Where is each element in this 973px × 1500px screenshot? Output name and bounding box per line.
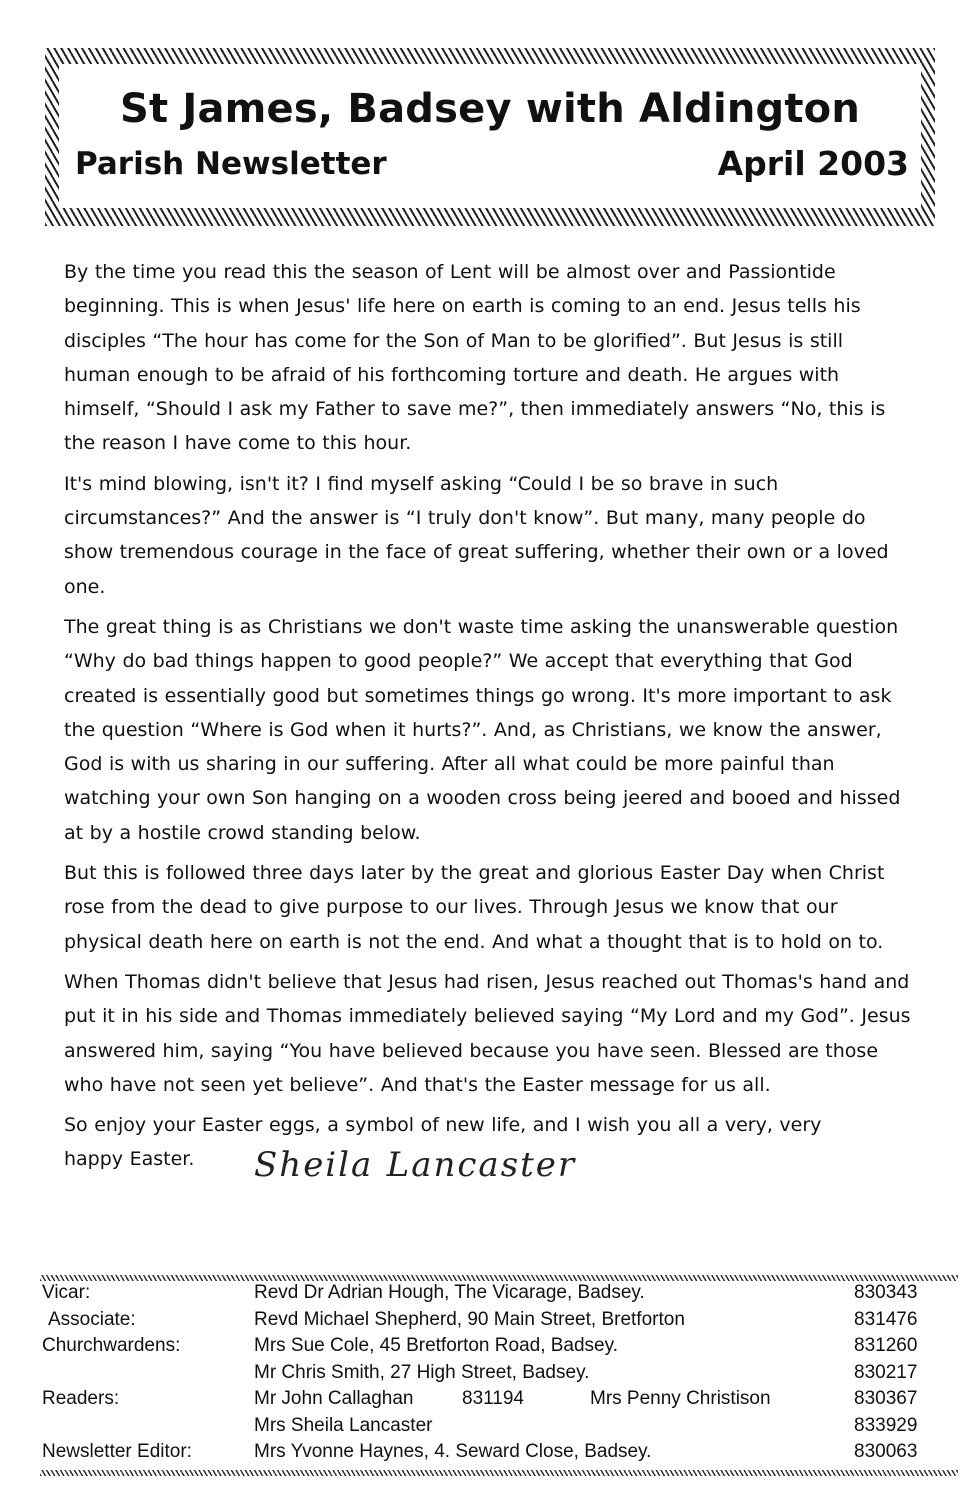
letter-paragraph: But this is followed three days later by the great and glorious Easter Day when Christ rose from the dead to give purpose to our lives. Through Jesus we know that our physical death here on earth is not the end. And what a thought that is to hold on to. xyxy=(64,862,885,953)
letter-body xyxy=(64,255,914,1186)
contact-row xyxy=(42,1388,942,1415)
signoff xyxy=(64,1142,914,1186)
contact-row xyxy=(42,1282,942,1309)
masthead-frame xyxy=(45,48,935,226)
divider-bottom xyxy=(40,1470,958,1476)
contact-name: Mrs Sue Cole, 45 Bretforton Road, Badsey. xyxy=(254,1335,618,1356)
contact-role: Associate: xyxy=(48,1308,136,1330)
newsletter-label: Parish Newsletter xyxy=(75,146,387,182)
letter-paragraph: So enjoy your Easter eggs, a symbol of new life, and I wish you all a very, very xyxy=(64,1114,822,1137)
contact-name: Mr Chris Smith, 27 High Street, Badsey. xyxy=(254,1361,590,1383)
contact-phone: 830217 xyxy=(854,1361,918,1383)
masthead xyxy=(59,64,921,208)
contact-role: Readers: xyxy=(42,1388,120,1409)
letter-paragraph: When Thomas didn't believe that Jesus had risen, Jesus reached out Thomas's hand and put it in his side and Thomas immediately believed saying “My Lord and my God”. Jesus answered him, saying “You have believed because you have seen. Blessed are those who have not seen yet believe”. And that's the Easter message for us all. xyxy=(64,970,911,1096)
contact-role: Newsletter Editor: xyxy=(42,1441,192,1462)
contact-phone: 833929 xyxy=(854,1414,918,1436)
contact-role: Churchwardens: xyxy=(42,1335,181,1356)
letter-paragraph: By the time you read this the season of Lent will be almost over and Passiontide beginning. This is when Jesus' life here on earth is coming to an end. Jesus tells his disciples “The hour has come for the Son of Man to be glorified”. But Jesus is still human enough to be afraid of his forthcoming torture and death. He argues with himself, “Should I ask my Father to save me?”, then immediately answers “No, this is the reason I have come to this hour. xyxy=(64,261,886,455)
contact-name: Revd Dr Adrian Hough, The Vicarage, Badsey. xyxy=(254,1282,645,1303)
handwritten-signature: Sheila Lancaster xyxy=(254,1145,577,1186)
letter-paragraph: The great thing is as Christians we don't waste time asking the unanswerable question “Why do bad things happen to good people?” We accept that everything that God created is essentially good but sometimes things go wrong. It's more important to ask the question “Where is God when it hurts?”. And, as Christians, we know the answer, God is with us sharing in our suffering. After all what could be more painful than watching your own Son hanging on a wooden cross being jeered and booed and hissed at by a hostile crowd standing below. xyxy=(64,615,901,844)
contact-role: Vicar: xyxy=(42,1282,91,1303)
divider-top xyxy=(40,1275,958,1281)
contact-phone: 830367 xyxy=(854,1388,918,1409)
contact-name: Mr John Callaghan xyxy=(254,1388,414,1409)
contact-name: Mrs Yvonne Haynes, 4. Seward Close, Badsey. xyxy=(254,1441,652,1462)
contact-name: Mrs Sheila Lancaster xyxy=(254,1414,433,1436)
contact-phone: 831260 xyxy=(854,1335,918,1356)
letter-paragraph: It's mind blowing, isn't it? I find myself asking “Could I be so brave in such circumstances?” And the answer is “I truly don't know”. But many, many people do show tremendous courage in the face of great suffering, whether their own or a loved one. xyxy=(64,472,889,598)
contact-name-secondary: Mrs Penny Christison xyxy=(590,1388,771,1409)
contact-row xyxy=(42,1441,942,1468)
contact-name: Revd Michael Shepherd, 90 Main Street, Bretforton xyxy=(254,1308,685,1330)
closing-text: happy Easter. xyxy=(64,1148,195,1171)
contact-row xyxy=(42,1415,942,1442)
contact-row xyxy=(42,1309,942,1336)
contact-phone: 830343 xyxy=(854,1282,918,1303)
contact-phone: 831476 xyxy=(854,1308,918,1330)
contact-phone-secondary: 831194 xyxy=(462,1388,524,1409)
contact-phone: 830063 xyxy=(854,1441,918,1462)
issue-date: April 2003 xyxy=(717,144,909,183)
parish-title: St James, Badsey with Aldington xyxy=(119,86,861,132)
contact-row xyxy=(42,1335,942,1362)
contact-row xyxy=(42,1362,942,1389)
contact-directory xyxy=(42,1282,942,1468)
